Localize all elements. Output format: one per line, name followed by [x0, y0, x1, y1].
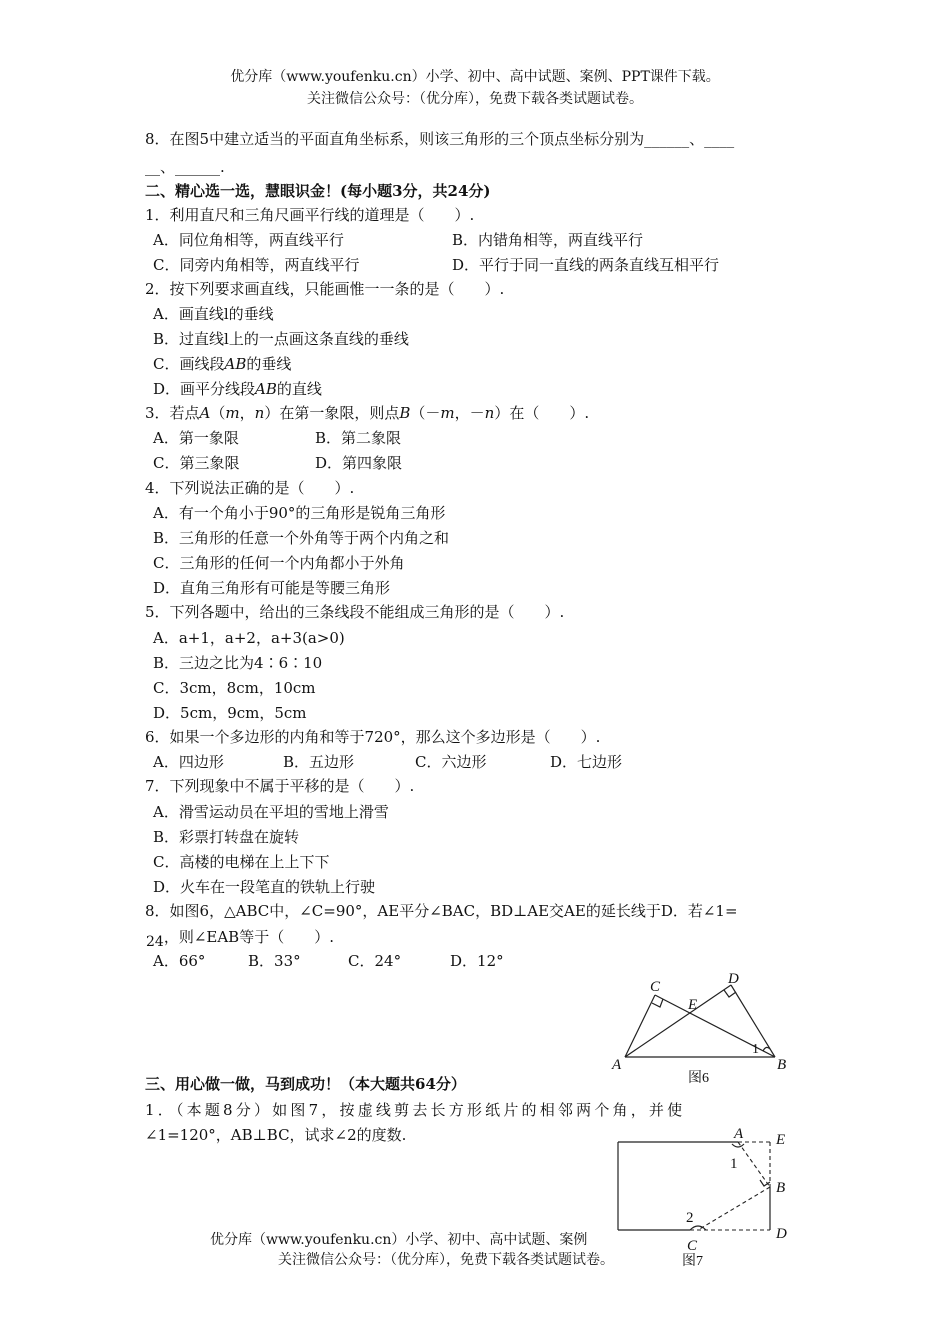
question-7-option-b: B．彩票打转盘在旋转: [153, 828, 300, 846]
q3-text-5: ，－: [454, 404, 485, 422]
label-b: B: [776, 1180, 786, 1196]
question-1-option-b: B．内错角相等，两直线平行: [452, 231, 644, 249]
q3-var-n: n: [254, 404, 265, 422]
label-b: B: [777, 1057, 787, 1073]
q3-point-b: B: [399, 404, 411, 422]
label-angle-1: 1: [752, 1042, 759, 1057]
question-8-option-b: B．33°: [248, 952, 301, 970]
question-3-option-b: B．第二象限: [315, 429, 402, 447]
question-7-stem: 7．下列现象中不属于平移的是（ ）.: [145, 777, 415, 795]
dashed-line-ab: [738, 1142, 770, 1187]
dashed-line-bc: [698, 1187, 770, 1230]
q3-var-n-2: n: [484, 404, 495, 422]
q3-text-3: ）在第一象限，则点: [264, 404, 400, 422]
label-c: C: [687, 1238, 698, 1254]
question-6-option-c: C．六边形: [415, 753, 487, 771]
question-8-number: 24: [146, 934, 164, 950]
question-8-line-1: 8．如图6，△ABC中，∠C=90°，AE平分∠BAC，BD⊥AE交AE的延长线于D．若∠1=: [145, 902, 738, 920]
question-1-option-c: C．同旁内角相等，两直线平行: [153, 256, 360, 274]
question-3-option-d: D．第四象限: [315, 454, 403, 472]
figure-7-caption: 图7: [682, 1254, 703, 1269]
section-2-title: 二、精心选一选，慧眼识金！(每小题3分，共24分): [145, 182, 491, 200]
question-6-option-a: A．四边形: [153, 753, 224, 771]
q3-text-1: 3．若点: [145, 404, 200, 422]
figure-6: [600, 965, 800, 1090]
question-2-option-c: [153, 353, 291, 374]
footer-line-1: 优分库（www.youfenku.cn）小学、初中、高中试题、案例: [210, 1232, 588, 1248]
question-4-option-a: A．有一个角小于90°的三角形是锐角三角形: [153, 504, 446, 522]
question-1-stem: 1．利用直尺和三角尺画平行线的道理是（ ）.: [145, 206, 475, 224]
label-angle-2: 2: [686, 1210, 694, 1226]
label-a: A: [734, 1126, 744, 1142]
question-2-stem: 2．按下列要求画直线，只能画惟一一条的是（ ）.: [145, 280, 505, 298]
q3-var-m-2: m: [440, 404, 455, 422]
question-7-option-c: C．高楼的电梯在上上下下: [153, 853, 330, 871]
question-7-option-a: A．滑雪运动员在平坦的雪地上滑雪: [153, 803, 389, 821]
segment-ad: [625, 985, 731, 1057]
option-c-suffix: 的垂线: [246, 355, 292, 373]
section-3-title: 三、用心做一做，马到成功！（本大题共64分）: [145, 1075, 466, 1093]
section-3-question-1-line-1: 1．（本题8分）如图7，按虚线剪去长方形纸片的相邻两个角，并使: [145, 1101, 686, 1119]
question-1-option-d: D．平行于同一直线的两条直线互相平行: [452, 256, 720, 274]
option-d-prefix: D．画平分线段: [153, 380, 256, 398]
question-4-option-d: D．直角三角形有可能是等腰三角形: [153, 579, 391, 597]
question-5-option-b: B．三边之比为4∶6∶10: [153, 654, 323, 672]
question-8-option-d: D．12°: [450, 952, 504, 970]
header-line-1: 优分库（www.youfenku.cn）小学、初中、高中试题、案例、PPT课件下载。: [230, 69, 720, 85]
question-2-option-b: B．过直线l上的一点画这条直线的垂线: [153, 330, 409, 348]
q3-text-4: （－: [410, 404, 441, 422]
question-4-stem: 4．下列说法正确的是（ ）.: [145, 479, 355, 497]
question-5-stem: 5．下列各题中，给出的三条线段不能组成三角形的是（ ）.: [145, 603, 565, 621]
header-line-2: 关注微信公众号：（优分库），免费下载各类试题试卷。: [307, 91, 643, 107]
question-3-stem: [145, 402, 589, 423]
question-8-option-a: A．66°: [153, 952, 206, 970]
figure-6-caption: 图6: [688, 1071, 709, 1086]
label-e: E: [688, 997, 698, 1013]
question-1-option-a: A．同位角相等，两直线平行: [153, 231, 344, 249]
question-3-option-c: C．第三象限: [153, 454, 240, 472]
q3-text-6: ）在（ ）.: [494, 404, 590, 422]
question-8-text: ，则∠EAB等于（ ）.: [163, 928, 334, 946]
question-8-line-2: [146, 926, 334, 950]
q3-comma: ，: [239, 404, 255, 422]
label-c: C: [650, 979, 661, 995]
label-e: E: [776, 1132, 786, 1148]
angle-1-arc: [732, 1144, 744, 1147]
segment-ac: [625, 995, 655, 1057]
question-6-stem: 6．如果一个多边形的内角和等于720°，那么这个多边形是（ ）.: [145, 728, 601, 746]
q3-text-2: （: [210, 404, 226, 422]
label-d: D: [776, 1226, 787, 1242]
angle-1-arc: [763, 1047, 770, 1051]
option-c-prefix: C．画线段: [153, 355, 225, 373]
q3-point-a: A: [199, 404, 211, 422]
label-a: A: [612, 1057, 622, 1073]
section-3-question-1-line-2: ∠1=120°，AB⊥BC，试求∠2的度数.: [145, 1126, 407, 1144]
question-5-option-d: D．5cm，9cm，5cm: [153, 704, 307, 722]
q3-var-m: m: [225, 404, 240, 422]
fill-question-8-line-2: __、______.: [145, 158, 225, 176]
question-4-option-c: C．三角形的任何一个内角都小于外角: [153, 554, 405, 572]
segment-ab-var: AB: [255, 380, 277, 398]
question-7-option-d: D．火车在一段笔直的铁轨上行驶: [153, 878, 376, 896]
fill-question-8-line-1: 8．在图5中建立适当的平面直角坐标系，则该三角形的三个顶点坐标分别为______、____: [145, 130, 735, 148]
question-2-option-a: A．画直线l的垂线: [153, 305, 274, 323]
question-8-option-c: C．24°: [348, 952, 402, 970]
question-6-option-b: B．五边形: [283, 753, 355, 771]
label-d: D: [728, 971, 739, 987]
question-2-option-d: [153, 378, 322, 399]
figure-7: [610, 1122, 800, 1270]
right-angle-mark-c: [652, 999, 663, 1007]
segment-ab-var: AB: [224, 355, 247, 373]
question-5-option-c: C．3cm，8cm，10cm: [153, 679, 316, 697]
question-4-option-b: B．三角形的任意一个外角等于两个内角之和: [153, 529, 450, 547]
question-3-option-a: A．第一象限: [153, 429, 239, 447]
footer-line-2: 关注微信公众号：（优分库），免费下载各类试题试卷。: [278, 1252, 614, 1268]
question-6-option-d: D．七边形: [550, 753, 623, 771]
option-d-suffix: 的直线: [276, 380, 322, 398]
label-angle-1: 1: [730, 1156, 738, 1172]
question-5-option-a: A．a+1，a+2，a+3(a>0): [153, 629, 345, 647]
